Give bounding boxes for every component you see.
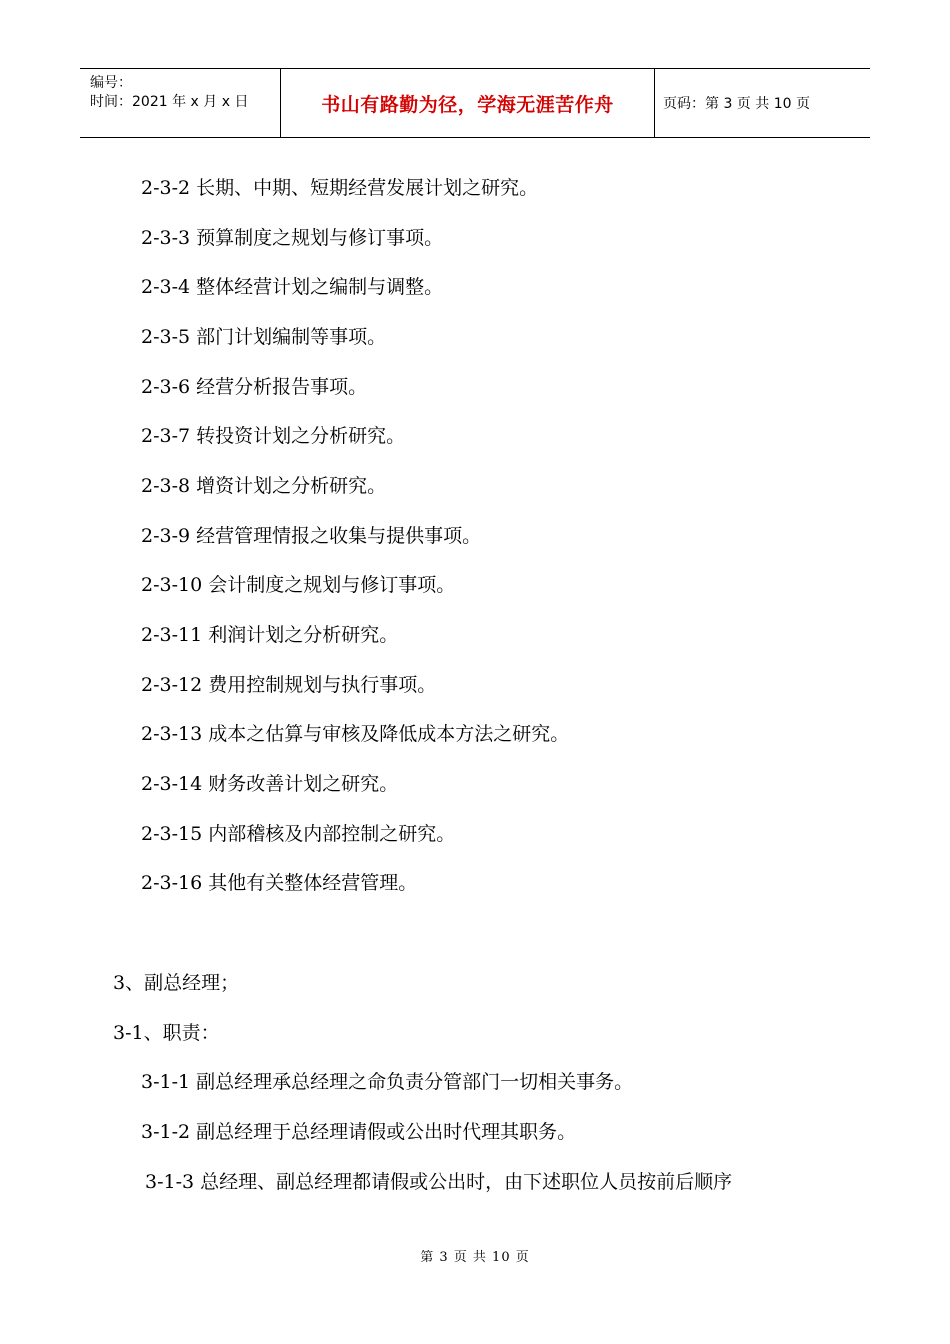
number-label: 编号： — [90, 75, 132, 91]
item-2-3-2: 2-3-2 长期、中期、短期经营发展计划之研究。 — [141, 177, 539, 199]
item-2-3-16: 2-3-16 其他有关整体经营管理。 — [141, 872, 418, 894]
date-label: 时间：2021 年 x 月 x 日 — [90, 94, 249, 110]
item-2-3-15: 2-3-15 内部稽核及内部控制之研究。 — [141, 823, 456, 845]
header-motto: 书山有路勤为径，学海无涯苦作舟 — [321, 93, 614, 116]
item-2-3-8: 2-3-8 增资计划之分析研究。 — [141, 475, 387, 497]
item-2-3-14: 2-3-14 财务改善计划之研究。 — [141, 773, 399, 795]
item-3-1-2: 3-1-2 副总经理于总经理请假或公出时代理其职务。 — [141, 1121, 577, 1143]
item-2-3-11: 2-3-11 利润计划之分析研究。 — [141, 624, 399, 646]
page-footer: 第 3 页 共 10 页 — [420, 1250, 530, 1265]
item-2-3-7: 2-3-7 转投资计划之分析研究。 — [141, 425, 406, 447]
item-2-3-5: 2-3-5 部门计划编制等事项。 — [141, 326, 387, 348]
item-2-3-6: 2-3-6 经营分析报告事项。 — [141, 376, 368, 398]
subsection-heading: 3-1、职责： — [113, 1022, 220, 1044]
header-meta — [80, 69, 280, 137]
item-2-3-12: 2-3-12 费用控制规划与执行事项。 — [141, 674, 437, 696]
header-page-info: 页码：第 3 页 共 10 页 — [663, 96, 810, 112]
header-divider — [654, 69, 655, 137]
header-table — [80, 68, 870, 138]
item-2-3-4: 2-3-4 整体经营计划之编制与调整。 — [141, 276, 444, 298]
item-2-3-13: 2-3-13 成本之估算与审核及降低成本方法之研究。 — [141, 723, 570, 745]
item-3-1-3: 3-1-3 总经理、副总经理都请假或公出时，由下述职位人员按前后顺序 — [145, 1171, 733, 1193]
section-heading: 3、副总经理； — [113, 972, 240, 994]
item-3-1-1: 3-1-1 副总经理承总经理之命负责分管部门一切相关事务。 — [141, 1071, 634, 1093]
item-2-3-10: 2-3-10 会计制度之规划与修订事项。 — [141, 574, 456, 596]
item-2-3-9: 2-3-9 经营管理情报之收集与提供事项。 — [141, 525, 482, 547]
item-2-3-3: 2-3-3 预算制度之规划与修订事项。 — [141, 227, 444, 249]
